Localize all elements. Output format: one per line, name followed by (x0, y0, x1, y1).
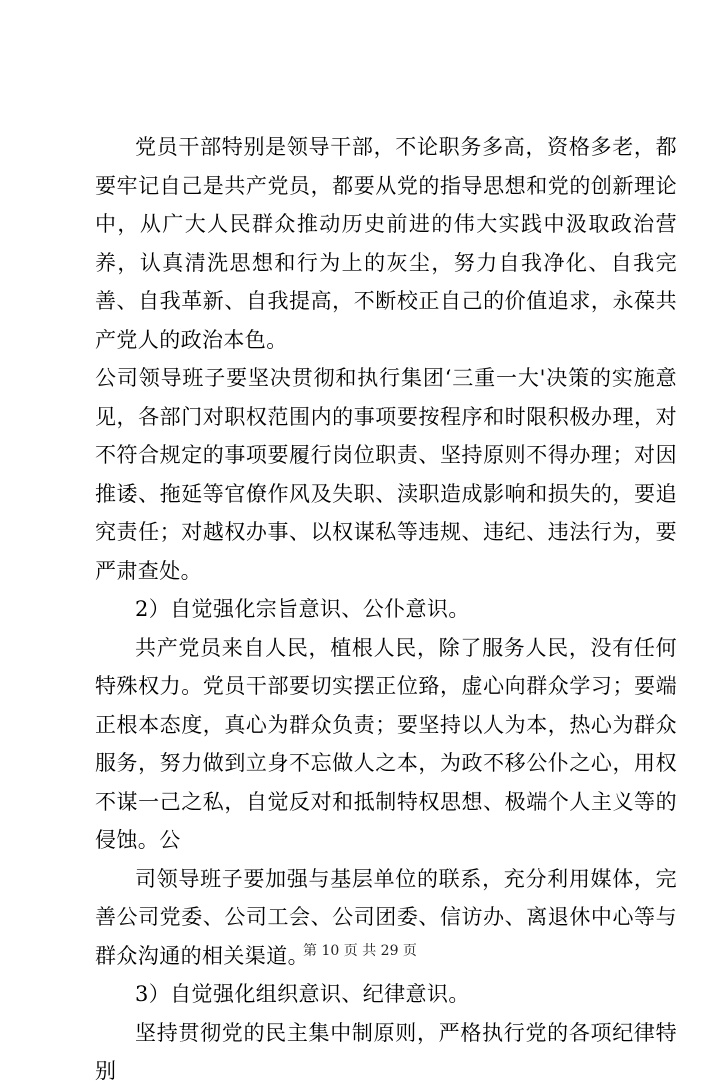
paragraph-serve-people: 共产党员来自人民，植根人民，除了服务人民，没有任何特殊权力。党员干部要切实摆正位臵，虚心向群众学习；要端正根本态度，真心为群众负责；要坚持以人为本，热心为群众服务，努力做到立身不忘做人之本，为政不移公仆之心，用权不谋一己之私，自觉反对和抵制特权思想、极端个人主义等的侵蚀。公 (95, 635, 677, 852)
paragraph-grassroots-contact: 司领导班子要加强与基层单位的联系，充分利用媒体，完善公司党委、公司工会、公司团委、信访办、离退休中心等与群众沟通的相关渠道。 (95, 866, 677, 968)
page-number-footer: 第 10 页 共 29 页 (303, 943, 417, 959)
paragraph-democratic-centralism: 坚持贯彻党的民主集中制原则，严格执行党的各项纪律特别 (95, 1020, 677, 1083)
paragraph-party-cadres: 党员干部特别是领导干部，不论职务多高，资格多老，都要牢记自己是共产党员，都要从党的指导思想和党的创新理论中，从广大人民群众推动历史前进的伟大实践中汲取政治营养，认真清洗思想和行为上的灰尘，努力自我净化、自我完善、自我革新、自我提高，不断校正自己的价值追求，永葆共产党人的政治本色。 (95, 135, 677, 352)
paragraph-leadership-decisions: 公司领导班子要坚决贯彻和执行集团‘三重一大'决策的实施意见，各部门对职权范围内的事项要按程序和时限积极办理，对不符合规定的事项要履行岗位职责、坚持原则不得办理；对因推诿、拖延等官僚作风及失职、渎职造成影响和损失的，要追究责任；对越权办事、以权谋私等违规、违纪、违法行为，要严肃查处。 (95, 366, 677, 583)
section-heading-service-awareness: 2）自觉强化宗旨意识、公仆意识。 (135, 597, 470, 621)
section-heading-discipline-awareness: 3）自觉强化组织意识、纪律意识。 (135, 982, 470, 1006)
